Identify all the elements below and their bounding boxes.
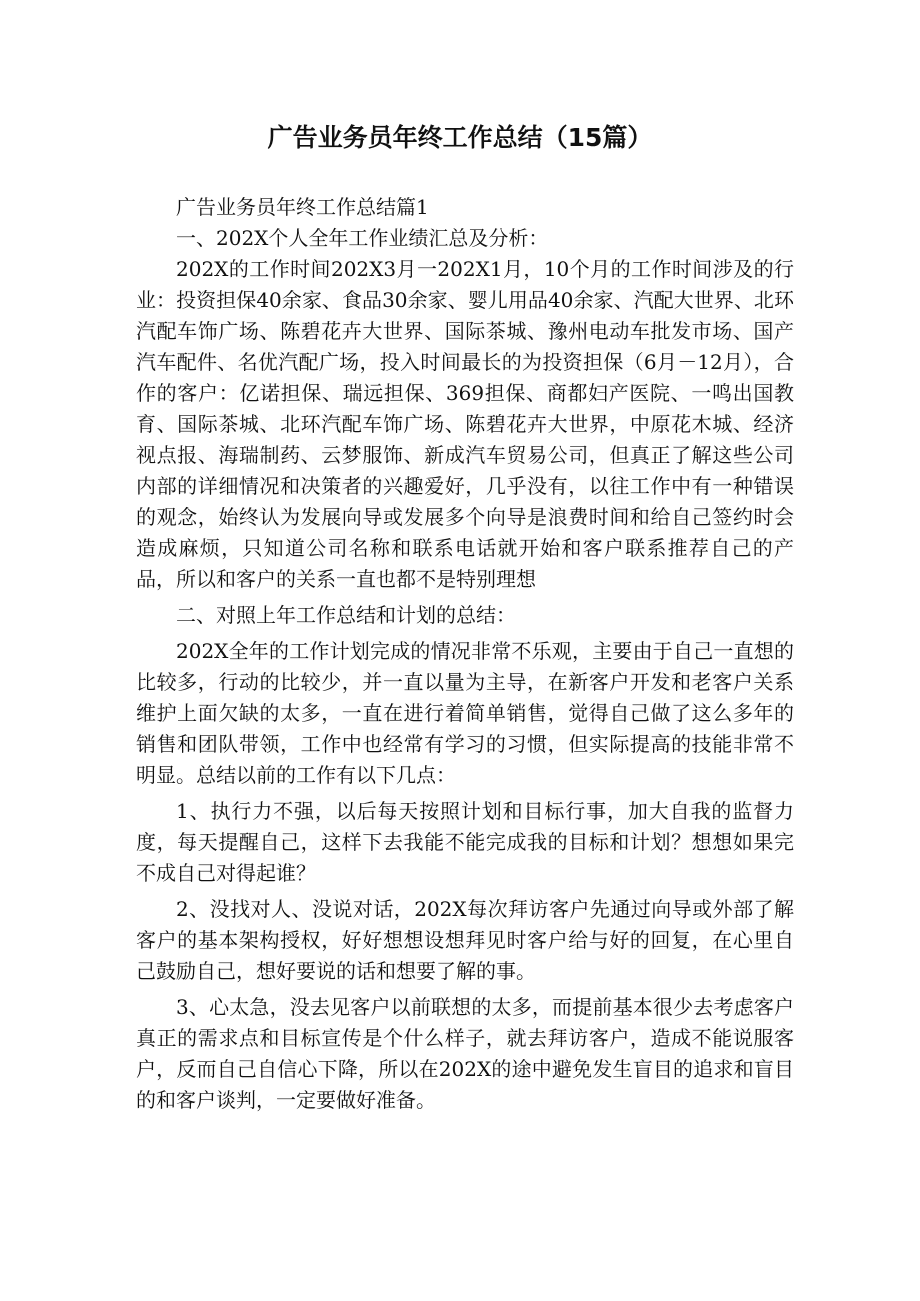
list-item: 1、执行力不强，以后每天按照计划和目标行事，加大自我的监督力度，每天提醒自己，这样下去我能不能完成我的目标和计划？想想如果完不成自己对得起谁？ xyxy=(136,799,794,885)
subsection-heading: 二、对照上年工作总结和计划的总结： xyxy=(176,603,516,627)
paragraph: 202X的工作时间202X3月一202X1月，10个月的工作时间涉及的行业：投资担保40余家、食品30余家、婴儿用品40余家、汽配大世界、北环汽配车饰广场、陈碧花卉大世界、国际茶城、豫州电动车批发市场、国产汽车配件、名优汽配广场，投入时间最长的为投资担保（6月－12月），合作的客户：亿诺担保、瑞远担保、369担保、商都妇产医院、一鸣出国教育、国际茶城、北环汽配车饰广场、陈碧花卉大世界，中原花木城、经济视点报、海瑞制药、云梦服饰、新成汽车贸易公司，但真正了解这些公司内部的详细情况和决策者的兴趣爱好，几乎没有，以往工作中有一种错误的观念，始终认为发展向导或发展多个向导是浪费时间和给自己签约时会造成麻烦，只知道公司名称和联系电话就开始和客户联系推荐自己的产品，所以和客户的关系一直也都不是特别理想 xyxy=(136,257,794,591)
paragraph: 202X全年的工作计划完成的情况非常不乐观，主要由于自己一直想的比较多，行动的比较少，并一直以量为主导，在新客户开发和老客户关系维护上面欠缺的太多，一直在进行着简单销售，觉得自己做了这么多年的销售和团队带领，工作中也经常有学习的习惯，但实际提高的技能非常不明显。总结以前的工作有以下几点： xyxy=(136,639,794,787)
list-item: 2、没找对人、没说对话，202X每次拜访客户先通过向导或外部了解客户的基本架构授权，好好想想设想拜见时客户给与好的回复，在心里自己鼓励自己，想好要说的话和想要了解的事。 xyxy=(136,897,794,983)
list-item: 3、心太急，没去见客户以前联想的太多，而提前基本很少去考虑客户真正的需求点和目标宣传是个什么样子，就去拜访客户，造成不能说服客户，反而自己自信心下降，所以在202X的途中避免发生盲目的追求和盲目的和客户谈判，一定要做好准备。 xyxy=(136,995,794,1112)
section-heading: 广告业务员年终工作总结篇1 xyxy=(176,195,429,219)
subsection-heading: 一、202X个人全年工作业绩汇总及分析： xyxy=(176,226,549,250)
document-title: 广告业务员年终工作总结（15篇） xyxy=(267,123,653,152)
document-body xyxy=(136,192,794,1116)
